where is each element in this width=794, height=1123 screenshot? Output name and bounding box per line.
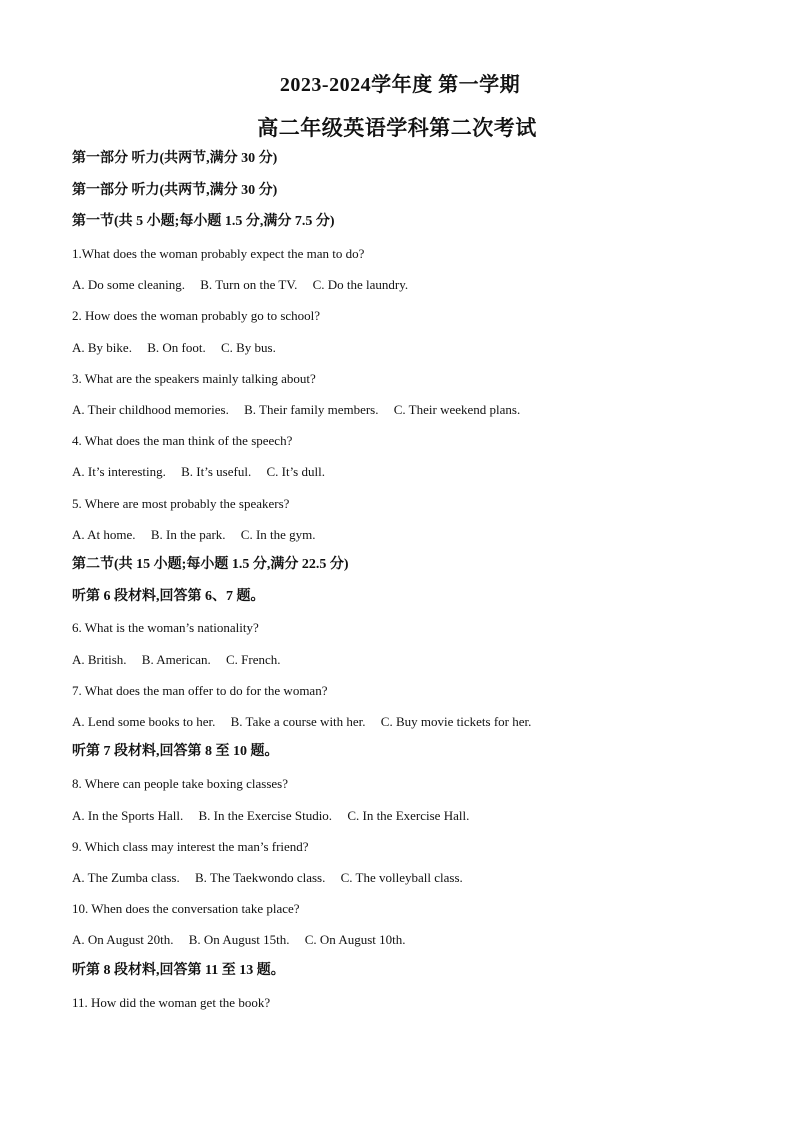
option-b: B. In the park. [150,527,226,542]
option-a: A. Lend some books to her. [72,714,216,729]
question-text: 2. How does the woman probably go to school? [72,308,321,323]
question-text: 5. Where are most probably the speakers? [72,496,290,511]
option-a: A. In the Sports Hall. [72,808,184,823]
option-a: A. By bike. [72,340,132,355]
question-text: 6. What is the woman’s nationality? [72,620,259,635]
option-c: C. In the Exercise Hall. [347,808,470,823]
options-row [72,870,463,886]
option-a: A. At home. [72,527,136,542]
option-c: C. Buy movie tickets for her. [380,714,532,729]
options-row [72,464,325,480]
options-row [72,714,531,730]
option-b: B. On August 15th. [188,932,290,947]
option-b: B. In the Exercise Studio. [198,808,333,823]
exam-title-subject: 高二年级英语学科第二次考试 [257,116,537,140]
question-text: 10. When does the conversation take place? [72,901,300,916]
options-row [72,652,281,668]
option-c: C. The volleyball class. [340,870,463,885]
options-row [72,402,520,418]
question-text: 3. What are the speakers mainly talking about? [72,371,316,386]
option-c: C. By bus. [220,340,276,355]
options-row [72,277,408,293]
option-c: C. On August 10th. [304,932,406,947]
material-heading: 听第 8 段材料,回答第 11 至 13 题。 [72,963,285,978]
material-heading: 听第 6 段材料,回答第 6、7 题。 [72,589,265,604]
option-c: C. It’s dull. [266,464,325,479]
option-b: B. American. [141,652,211,667]
options-row [72,527,316,543]
option-a: A. Do some cleaning. [72,277,186,292]
exam-title-year: 2023-2024学年度 第一学期 [279,74,521,96]
option-c: C. Do the laundry. [312,277,409,292]
part-heading: 第一部分 听力(共两节,满分 30 分) [72,151,278,166]
option-b: B. Take a course with her. [230,714,366,729]
option-c: C. Their weekend plans. [393,402,521,417]
question-text: 8. Where can people take boxing classes? [72,776,288,791]
option-a: A. The Zumba class. [72,870,180,885]
section-heading: 第一节(共 5 小题;每小题 1.5 分,满分 7.5 分) [72,214,335,229]
option-b: B. On foot. [147,340,206,355]
question-text: 4. What does the man think of the speech? [72,433,293,448]
options-row [72,932,406,948]
option-a: A. It’s interesting. [72,464,166,479]
options-row [72,808,469,824]
option-c: C. French. [226,652,281,667]
option-b: B. It’s useful. [181,464,252,479]
option-b: B. Their family members. [244,402,379,417]
option-c: C. In the gym. [240,527,316,542]
question-text: 9. Which class may interest the man’s friend? [72,839,309,854]
question-text: 11. How did the woman get the book? [72,995,271,1010]
option-a: A. On August 20th. [72,932,174,947]
options-row [72,340,276,356]
option-b: B. The Taekwondo class. [194,870,326,885]
question-text: 7. What does the man offer to do for the woman? [72,683,328,698]
part-heading: 第一部分 听力(共两节,满分 30 分) [72,183,278,198]
option-b: B. Turn on the TV. [200,277,298,292]
option-a: A. Their childhood memories. [72,402,229,417]
question-text: 1.What does the woman probably expect the man to do? [72,246,365,261]
material-heading: 听第 7 段材料,回答第 8 至 10 题。 [72,744,279,759]
option-a: A. British. [72,652,127,667]
section-heading: 第二节(共 15 小题;每小题 1.5 分,满分 22.5 分) [72,557,349,572]
